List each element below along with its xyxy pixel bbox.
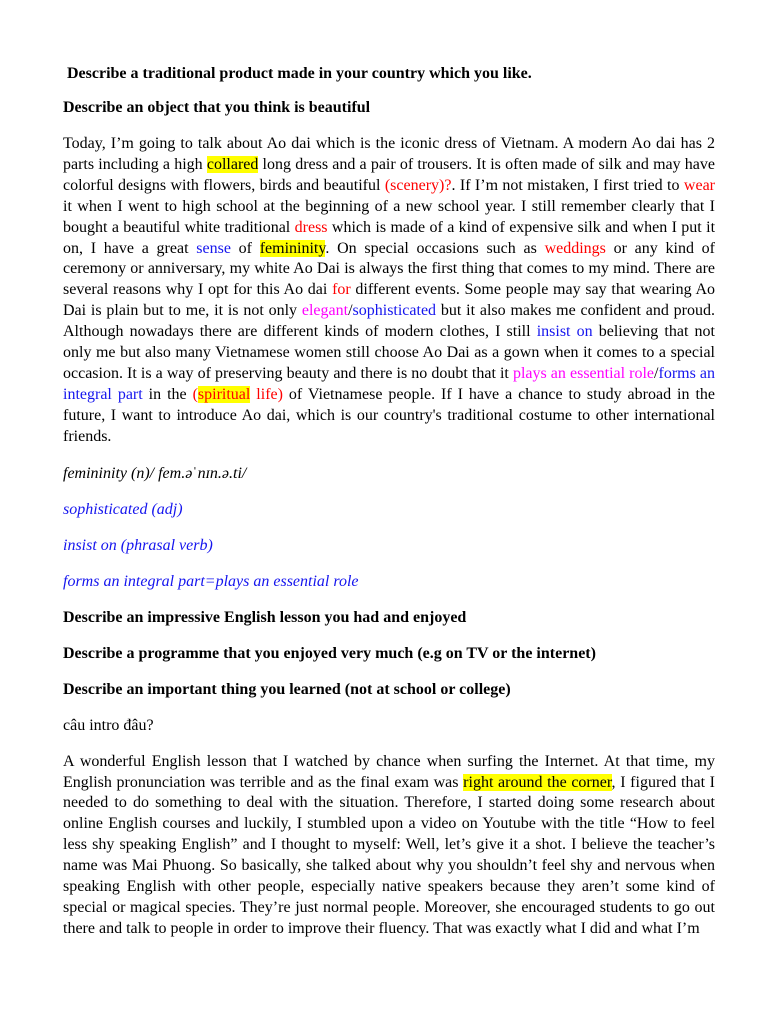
highlighted-red-word: spiritual: [197, 385, 251, 403]
red-word: wear: [683, 176, 715, 194]
text-run: A wonderful English lesson that I watched by chance when surfing the Internet. At that time, my English pronunciation was terrible and as the final exam was: [63, 752, 715, 791]
vocab-femininity: femininity (n)/ fem.əˈnɪn.ə.ti/: [63, 464, 247, 482]
vocab-sophisticated: sophisticated (adj): [63, 500, 183, 518]
text-run: . On special occasions such as: [325, 239, 545, 257]
red-word: for: [332, 281, 351, 299]
red-word: life): [250, 385, 283, 403]
vocab-integral-part: forms an integral part=plays an essential role: [63, 572, 359, 590]
pink-phrase: plays an essential role: [512, 364, 655, 382]
blue-word: sense: [196, 239, 231, 257]
text-run: or any kind of ceremony or anniversary, my white Ao Dai is always the first thing that comes to my mind. There are several reasons why I opt for this Ao dai: [63, 239, 716, 299]
highlighted-word: femininity: [259, 239, 326, 257]
topic-heading-beautiful-object: Describe an object that you think is beautiful: [63, 99, 371, 116]
essay-paragraph-english-lesson: [63, 752, 715, 940]
text-run: of: [230, 239, 260, 257]
text-run: believing that not only me but also many Vietnamese women still choose Ao Dai as a gown when it comes to a special occasion. It is a way of preserving beauty and there is no doubt that it: [63, 323, 715, 382]
text-run: /: [348, 302, 353, 320]
text-run: , I figured that I needed to do something to deal with the situation. Therefore, I started doing some research about online English courses and luckily, I stumbled upon a video on Youtube with the title “How to feel less shy speaking English” and I thought to myself: Well, let’s give it a shot. I believe the teacher’s name was Mai Phuong. So basically, she talked about why you shouldn’t feel shy and nervous when speaking English with other people, especially native speakers because they aren’t some kind of special or magical species. They’re just normal people. Moreover, she encouraged students to go out there and talk to people in order to improve their fluency. That was exactly what I did and what I’m: [63, 773, 715, 937]
document-page: [63, 64, 715, 940]
pink-word: elegant: [301, 302, 349, 320]
text-run: it when I went to high school at the beginning of a new school year. I still remember clearly that I bought a beautiful white traditional: [63, 197, 715, 236]
essay-paragraph-ao-dai: [63, 134, 715, 448]
blue-word: sophisticated: [352, 302, 437, 320]
text-run: different events. Some people may say that wearing Ao Dai is plain but to me, it is not only: [63, 281, 716, 320]
blue-word: insist on: [536, 323, 593, 341]
intro-question-note: câu intro đâu?: [63, 716, 154, 734]
red-paren: (: [192, 385, 198, 403]
topic-heading-important-thing: Describe an important thing you learned (not at school or college): [63, 680, 511, 698]
text-run: . If I’m not mistaken, I first tried to: [451, 176, 684, 194]
red-word: weddings: [544, 239, 606, 257]
topic-heading-traditional-product: Describe a traditional product made in your country which you like.: [67, 65, 532, 82]
text-run: Today, I’m going to talk about Ao dai which is the iconic dress of Vietnam. A modern Ao dai has 2 parts including a high: [63, 135, 715, 173]
blue-phrase: forms an integral part: [63, 364, 716, 403]
topic-heading-english-lesson: Describe an impressive English lesson you had and enjoyed: [63, 608, 467, 626]
text-run: but it also makes me confident and proud. Although nowadays there are different kinds of modern clothes, I still: [63, 302, 716, 341]
highlighted-phrase: right around the corner: [463, 773, 612, 791]
red-word: dress: [294, 218, 328, 236]
text-run: in the: [142, 385, 193, 403]
vocab-insist-on: insist on (phrasal verb): [63, 536, 213, 554]
topic-heading-programme: Describe a programme that you enjoyed very much (e.g on TV or the internet): [63, 644, 596, 662]
red-word: (scenery)?: [384, 176, 452, 194]
text-run: long dress and a pair of trousers. It is often made of silk and may have colorful designs with flowers, birds and beautiful: [63, 155, 716, 194]
highlighted-word: collared: [206, 155, 259, 173]
text-run: of Vietnamese people. If I have a chance to study abroad in the future, I want to introduce Ao dai, which is our country's traditional costume to other international friends.: [63, 385, 715, 445]
text-run: /: [654, 364, 659, 382]
text-run: which is made of a kind of expensive silk and when I put it on, I have a great: [63, 218, 716, 257]
